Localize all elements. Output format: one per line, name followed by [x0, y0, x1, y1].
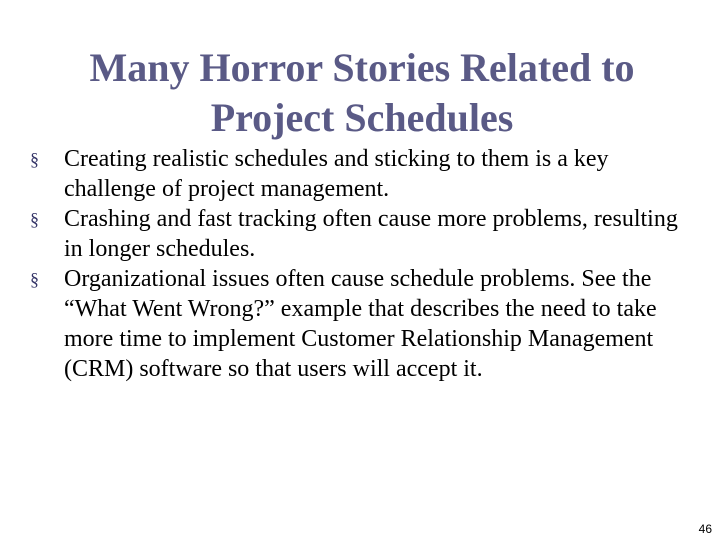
- bullet-item: [30, 264, 680, 384]
- bullet-item: [30, 204, 680, 264]
- bullet-marker-icon: §: [30, 209, 39, 229]
- bullet-text: Organizational issues often cause schedule problems. See the “What Went Wrong?” example that describes the need to take more time to implement Customer Relationship Management (CRM) software so that users will accept it.: [64, 266, 657, 382]
- bullet-item: [30, 144, 680, 204]
- bullet-marker-icon: §: [30, 149, 39, 169]
- slide-title-line-1: Many Horror Stories Related to: [89, 44, 635, 90]
- bullet-list: [30, 144, 680, 384]
- slide-title-line-2: Project Schedules: [210, 94, 514, 140]
- bullet-marker-icon: §: [30, 269, 39, 289]
- slide-title: [40, 43, 684, 143]
- bullet-text: Creating realistic schedules and sticking to them is a key challenge of project management.: [64, 146, 609, 202]
- bullet-text: Crashing and fast tracking often cause more problems, resulting in longer schedules.: [64, 206, 678, 262]
- page-number: 46: [698, 522, 712, 536]
